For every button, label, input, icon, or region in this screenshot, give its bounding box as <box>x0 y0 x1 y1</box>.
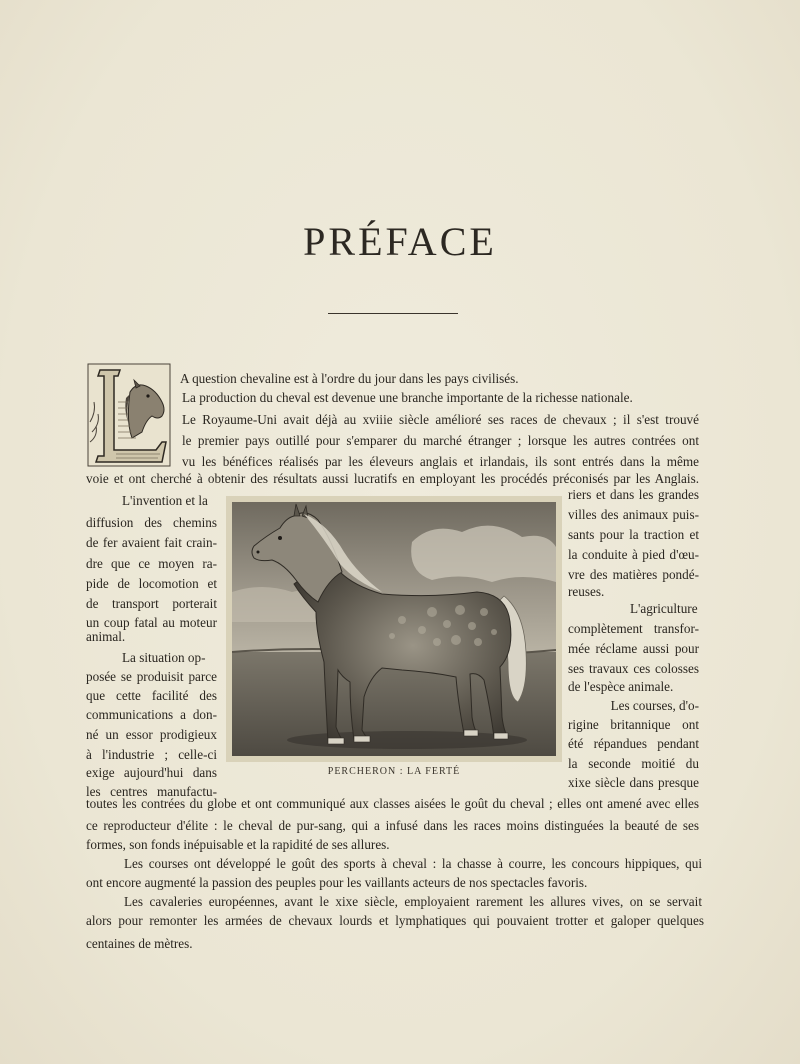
left-col-line: que cette facilité des <box>86 688 217 703</box>
left-col-line: né un essor prodigieux <box>86 727 217 742</box>
left-col-line: posée se produisit parce <box>86 669 217 684</box>
bottom-line: ont encore augmenté la passion des peuples pour les vaillants acteurs de nos spectacles favoris. <box>86 875 588 890</box>
right-col-line: riers et dans les grandes <box>568 487 699 502</box>
bottom-line: alors pour remonter les armées de chevaux lourds et lymphatiques qui pouvaient trotter et galoper quelques <box>86 913 704 928</box>
intro-line-4: le premier pays outillé pour s'emparer du marché étranger ; lorsque les autres contrées ont <box>182 433 699 448</box>
right-col-line: de l'espèce animale. <box>568 679 674 694</box>
right-col-line: la conduite à pied d'œu- <box>568 547 699 562</box>
left-col-line: diffusion des chemins <box>86 515 217 530</box>
right-col-line: xixe siècle dans presque <box>568 775 699 790</box>
right-col-line: été répandues pendant <box>568 736 699 751</box>
left-col-line: dre que ce moyen ra- <box>86 556 217 571</box>
bottom-line: Les courses ont développé le goût des sports à cheval : la chasse à courre, les concours hippiques, qui <box>124 856 702 871</box>
left-col-line: L'invention et la <box>122 493 208 508</box>
bottom-line: Les cavaleries européennes, avant le xixe siècle, employaient rarement les allures vives, on se servait <box>124 894 702 909</box>
right-col-line: sants pour la traction et <box>568 527 699 542</box>
right-col-line: la seconde moitié du <box>568 756 699 771</box>
dropcap-illustration <box>86 362 172 468</box>
right-col-line: vre des matières pondé- <box>568 567 699 582</box>
horse-figure <box>226 496 562 762</box>
left-col-line: de fer avaient fait crain- <box>86 535 217 550</box>
bottom-line: centaines de mètres. <box>86 936 193 951</box>
intro-line-1: A question chevaline est à l'ordre du jour dans les pays civilisés. <box>180 371 519 386</box>
left-col-line: communications a don- <box>86 707 217 722</box>
title-rule <box>328 313 458 314</box>
right-col-line: mée réclame aussi pour <box>568 641 699 656</box>
bottom-line: toutes les contrées du globe et ont communiqué aux classes aisées le goût du cheval ; elles ont amené avec elles <box>86 796 699 811</box>
left-col-line: pide de locomotion et <box>86 576 217 591</box>
intro-line-6: voie et ont cherché à obtenir des résultats aussi lucratifs en employant les procédés préconisés par les Anglais. <box>86 471 699 486</box>
right-col-line: Les courses, d'o- <box>610 698 699 713</box>
figure-caption: PERCHERON : LA FERTÉ <box>327 766 461 777</box>
page-title: PRÉFACE <box>303 219 497 264</box>
left-col-line: exige aujourd'hui dans <box>86 765 217 780</box>
intro-line-2: La production du cheval est devenue une branche importante de la richesse nationale. <box>182 390 633 405</box>
right-col-line: complètement transfor- <box>568 621 699 636</box>
right-col-line: ses travaux ces colosses <box>568 661 699 676</box>
left-col-line: un coup fatal au moteur <box>86 615 217 630</box>
bottom-line: formes, son fonds inépuisable et la rapidité de ses allures. <box>86 837 390 852</box>
left-col-line: La situation op- <box>122 650 206 665</box>
percheron-horse-image <box>232 502 556 756</box>
left-col-line: à l'industrie ; celle-ci <box>86 747 217 762</box>
right-col-line: villes des animaux puis- <box>568 507 699 522</box>
right-col-line: reuses. <box>568 584 605 599</box>
left-col-line: de transport porterait <box>86 596 217 611</box>
right-col-line: rigine britannique ont <box>568 717 699 732</box>
intro-line-3: Le Royaume-Uni avait déjà au xviiie siècle amélioré ses races de chevaux ; il s'est trouvé <box>182 412 699 427</box>
left-col-line: les centres manufactu- <box>86 784 217 799</box>
left-col-line: animal. <box>86 629 126 644</box>
bottom-line: ce reproducteur d'élite : le cheval de pur-sang, qui a infusé dans les races moins distinguées la beauté de ses <box>86 818 699 833</box>
right-col-line: L'agriculture <box>630 601 698 616</box>
intro-line-5: vu les bénéfices réalisés par les éleveurs anglais et irlandais, ils sont entrés dans la même <box>182 454 699 469</box>
